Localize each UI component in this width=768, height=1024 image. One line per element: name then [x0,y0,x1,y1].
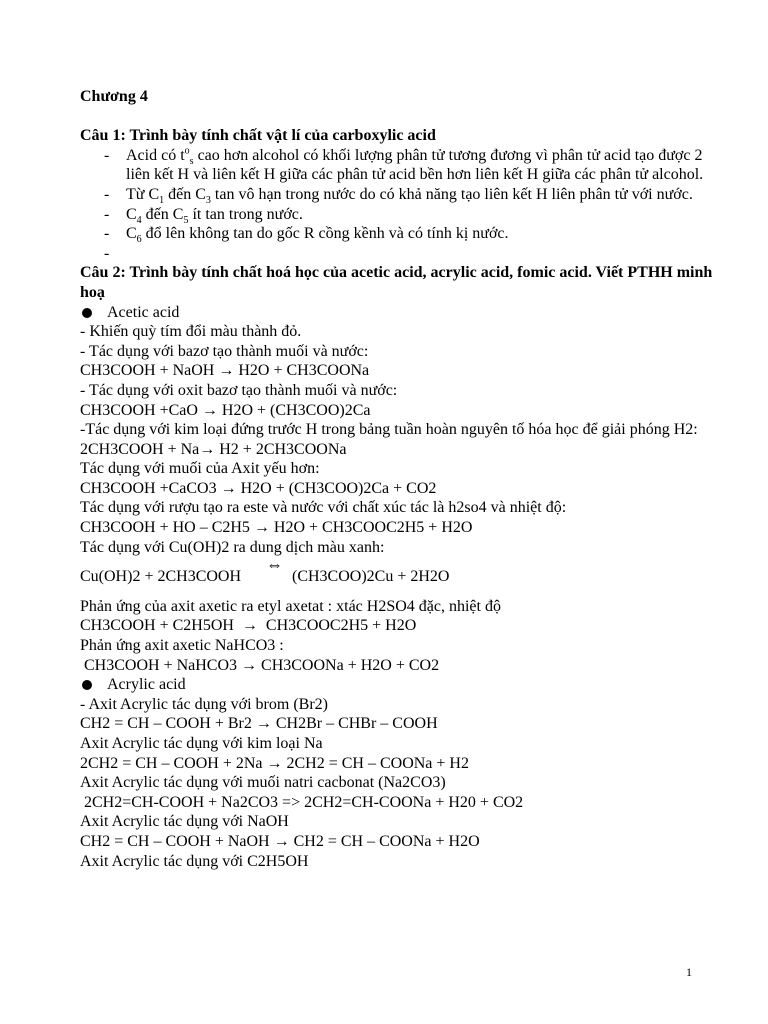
bullet-icon [82,308,92,318]
text-line: Axit Acrylic tác dụng với C2H5OH [80,852,309,870]
equation-line: 2CH3COOH + Na→ H2 + 2CH3COONa [80,440,347,458]
text-line: Axit Acrylic tác dụng với NaOH [80,813,289,831]
equilibrium-equation: Cu(OH)2 + 2CH3COOH ⇔ (CH3COO)2Cu + 2H2O [80,555,450,586]
equation-line: CH3COOH + NaOH → H2O + CH3COONa [80,362,370,380]
equation-line: CH3COOH + C2H5OH → CH3COOC2H5 + H2O [80,617,417,635]
equation-line: 2CH2 = CH – COOH + 2Na → 2CH2 = CH – COONa + H2 [80,754,469,772]
text-line: - Axit Acrylic tác dụng với brom (Br2) [80,695,328,713]
acrylic-acid-bullet: Acrylic acid [80,675,720,695]
list-item-empty: - [104,244,110,262]
text-line: Tác dụng với rượu tạo ra este và nước với chất xúc tác là h2so4 và nhiệt độ: [80,499,567,517]
list-item: - Từ $C_1$ đến $C_3$ tan vô hạn trong nước do có khả năng tạo liên kết H liên phân tử với nước. [104,185,693,207]
question-1-heading: Câu 1: Trình bày tính chất vật lí của carboxylic acid [80,127,436,145]
equation-line: CH3COOH +CaO → H2O + (CH3COO)2Ca [80,401,371,419]
question-2-heading: Câu 2: Trình bày tính chất hoá học của acetic acid, acrylic acid, fomic acid. Viết PTHH minh hoạ [80,264,713,301]
equilibrium-arrow-icon: ⇔ [266,555,283,575]
equation-line: 2CH2=CH-COOH + Na2CO3 => 2CH2=CH-COONa + H20 + CO2 [80,793,524,811]
list-item: - Acid có $t^o_s$ cao hơn alcohol có khối lượng phân tử tương đương vì phân tử acid tạo được 2 liên kết H và liên kết H giữa các phân tử acid bền hơn liên kết H giữa các phân tử alcohol. [104,145,704,184]
question-1-list [80,146,720,264]
equation-line: CH3COOH + NaHCO3 → CH3COONa + H2O + CO2 [80,656,440,674]
equation-line: CH3COOH +CaCO3 → H2O + (CH3COO)2Ca + CO2 [80,479,437,497]
list-item: - $C_4$ đến $C_5$ ít tan trong nước. [104,205,303,226]
text-line: Axit Acrylic tác dụng với kim loại Na [80,735,323,752]
text-line: - Khiến quỳ tím đổi màu thành đỏ. [80,323,302,341]
text-line: Phản ứng axit axetic NaHCO3 : [80,637,284,655]
text-line: Phản ứng của axit axetic ra etyl axetat : xtác H2SO4 đặc, nhiệt độ [80,597,501,615]
text-line: Tác dụng với Cu(OH)2 ra dung dịch màu xanh: [80,538,385,556]
text-line: - Tác dụng với bazơ tạo thành muối và nước: [80,342,369,360]
bullet-icon [82,680,92,690]
text-line: Tác dụng với muối của Axit yếu hơn: [80,460,320,478]
text-line: -Tác dụng với kim loại đứng trước H trong bảng tuần hoàn nguyên tố hóa học để giải phóng H2: [80,421,698,439]
acetic-acid-bullet: Acetic acid [80,303,720,323]
equation-line: CH2 = CH – COOH + NaOH → CH2 = CH – COONa + H2O [80,832,480,850]
text-line: Axit Acrylic tác dụng với muối natri cacbonat (Na2CO3) [80,774,446,792]
chapter-title: Chương 4 [80,88,148,105]
text-line: - Tác dụng với oxit bazơ tạo thành muối và nước: [80,381,398,399]
list-item: - $C_6$ đổ lên không tan do gốc R cồng kềnh và có tính kị nước. [104,225,509,246]
equation-line: CH2 = CH – COOH + Br2 → CH2Br – CHBr – COOH [80,715,438,733]
page-number: 1 [686,965,692,979]
equation-line: CH3COOH + HO – C2H5 → H2O + CH3COOC2H5 + H2O [80,519,473,537]
document-page [80,87,720,871]
